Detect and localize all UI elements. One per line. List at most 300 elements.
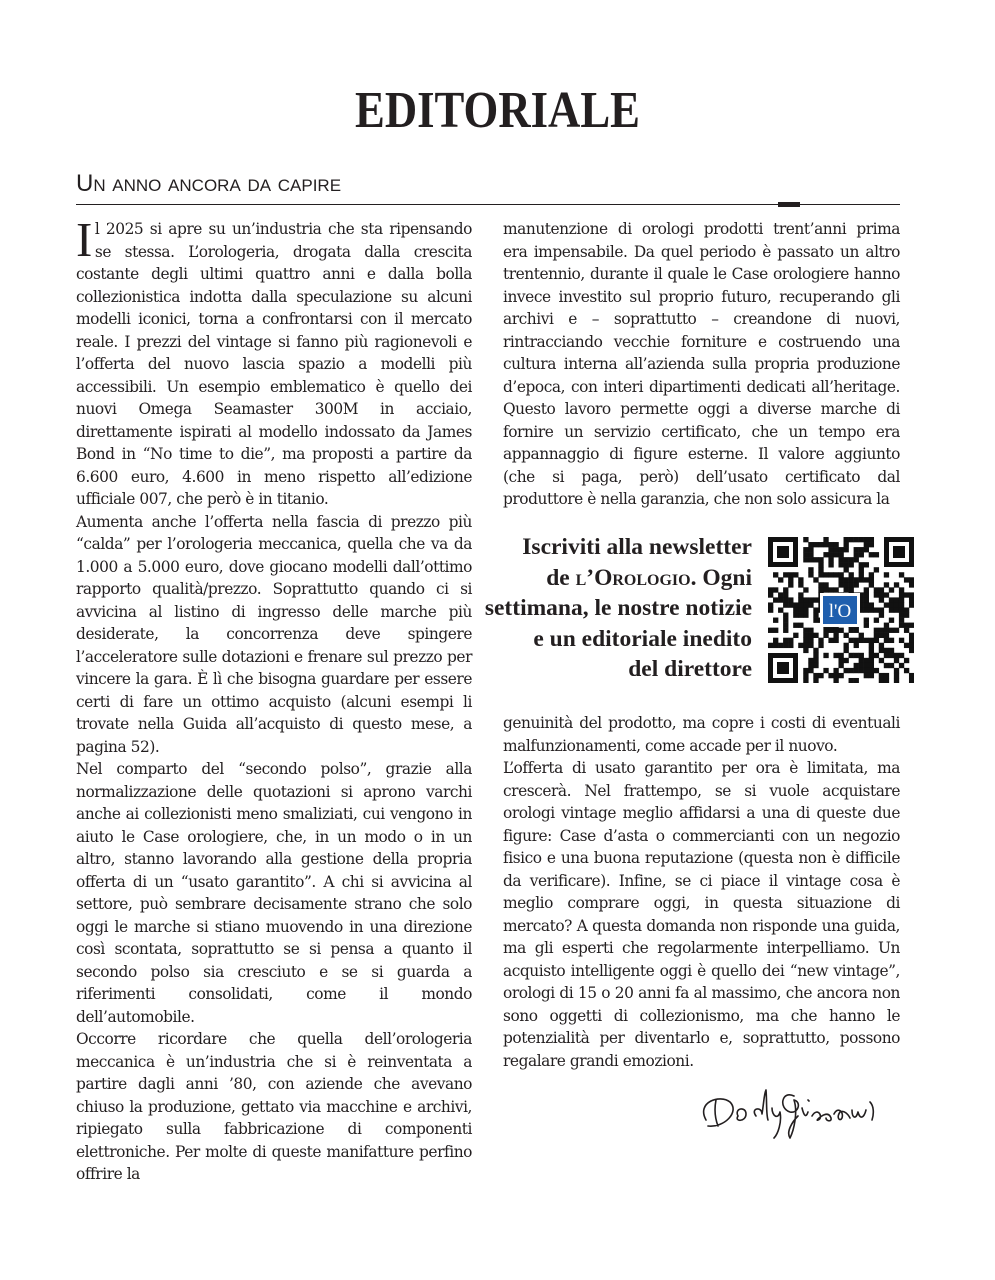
qr-module	[823, 542, 828, 547]
qr-module	[798, 597, 803, 602]
qr-module	[768, 643, 773, 648]
qr-module	[803, 607, 808, 612]
qr-module	[813, 678, 818, 683]
qr-module	[803, 673, 808, 678]
qr-module	[828, 542, 833, 547]
qr-module	[869, 607, 874, 612]
qr-module	[884, 678, 889, 683]
qr-module	[788, 582, 793, 587]
qr-module	[869, 668, 874, 673]
qr-module	[884, 638, 889, 643]
qr-module	[854, 653, 859, 658]
qr-module	[894, 597, 899, 602]
qr-module	[828, 572, 833, 577]
qr-module	[849, 557, 854, 562]
qr-module	[803, 643, 808, 648]
qr-module	[833, 542, 838, 547]
qr-module	[849, 562, 854, 567]
qr-module	[884, 592, 889, 597]
qr-module	[894, 658, 899, 663]
qr-module	[838, 552, 843, 557]
qr-module	[874, 668, 879, 673]
qr-module	[879, 673, 884, 678]
qr-module	[894, 602, 899, 607]
qr-module	[864, 537, 869, 542]
qr-module	[869, 552, 874, 557]
qr-module	[768, 607, 773, 612]
qr-module	[808, 557, 813, 562]
qr-module	[803, 547, 808, 552]
qr-module	[844, 537, 849, 542]
qr-module	[838, 653, 843, 658]
qr-module	[854, 678, 859, 683]
qr-module	[768, 628, 773, 633]
qr-module	[798, 623, 803, 628]
qr-module	[803, 678, 808, 683]
qr-module	[788, 572, 793, 577]
qr-module	[844, 668, 849, 673]
paragraph: Occorre ricordare che quella dell’orologeria meccanica è un’industria che si è reinventata a partire dagli anni ’80, con aziende che avevano chiuso la produzione, gettato via macchine e archivi, ripiegato sulla fabbricazione di componenti elettroniche. Per molte di queste manifatture perfino offrire la	[76, 1030, 472, 1183]
qr-module	[864, 668, 869, 673]
qr-module	[833, 653, 838, 658]
qr-module	[803, 628, 808, 633]
qr-module	[773, 628, 778, 633]
qr-module	[778, 592, 783, 597]
qr-module	[889, 607, 894, 612]
qr-module	[803, 552, 808, 557]
qr-module	[768, 602, 773, 607]
qr-module	[783, 602, 788, 607]
qr-module	[818, 673, 823, 678]
qr-module	[874, 592, 879, 597]
qr-module	[854, 537, 859, 542]
qr-module	[904, 577, 909, 582]
qr-module	[788, 638, 793, 643]
qr-module	[813, 673, 818, 678]
qr-logo-text: l'O	[828, 601, 852, 622]
brand-name: l’Orologio	[575, 564, 691, 591]
editor-signature	[694, 1082, 904, 1142]
qr-module	[859, 668, 864, 673]
qr-module	[869, 673, 874, 678]
qr-module	[874, 653, 879, 658]
qr-module	[859, 537, 864, 542]
qr-module	[899, 613, 904, 618]
rule-accent-mark	[778, 202, 800, 207]
qr-module	[808, 633, 813, 638]
qr-module	[879, 587, 884, 592]
qr-module	[813, 557, 818, 562]
qr-module	[854, 668, 859, 673]
paragraph: Aumenta anche l’offerta nella fascia di prezzo più “calda” per l’orologeria meccanica, quella che va da 1.000 a 5.000 euro, dove giocano modelli dall’ottimo rapporto qualità/prezzo. Soprattutto quando ci si avvicina al listino di ingresso delle marche più desiderate, la concorrenza deve spingere l’acceleratore sulle dotazioni e frenare sul prezzo per vincere la gara. È lì che bisogna guardare per essere certi di fare un ottimo acquisto (alcuni esempi li trovate nella Guida all’acquisto di questo mese, a pagina 52).	[76, 512, 472, 756]
qr-module	[859, 552, 864, 557]
qr-module	[854, 643, 859, 648]
qr-module	[823, 537, 828, 542]
newsletter-callout[interactable]: Iscriviti alla newsletter de l’Orologio. Ogni settimana, le nostre notizie e un editoriale inedito del direttore	[484, 534, 752, 683]
qr-module	[854, 638, 859, 643]
qr-module	[778, 643, 783, 648]
qr-module	[899, 592, 904, 597]
qr-module	[828, 562, 833, 567]
qr-module	[823, 653, 828, 658]
qr-module	[783, 587, 788, 592]
qr-module	[844, 542, 849, 547]
qr-module	[884, 572, 889, 577]
qr-module	[844, 643, 849, 648]
qr-module	[823, 587, 828, 592]
qr-module	[808, 638, 813, 643]
qr-module	[813, 577, 818, 582]
qr-module	[904, 628, 909, 633]
qr-module	[864, 547, 869, 552]
qr-module	[889, 648, 894, 653]
qr-module	[844, 587, 849, 592]
qr-module	[818, 587, 823, 592]
qr-module	[773, 638, 778, 643]
qr-module	[909, 623, 914, 628]
qr-module	[768, 587, 773, 592]
qr-module	[813, 607, 818, 612]
qr-module	[783, 572, 788, 577]
qr-module	[783, 618, 788, 623]
qr-module	[818, 567, 823, 572]
qr-module	[849, 678, 854, 683]
qr-module	[909, 648, 914, 653]
qr-module	[884, 633, 889, 638]
drop-cap: I	[76, 212, 92, 267]
qr-module	[909, 678, 914, 683]
paragraph: Il 2025 si apre su un’industria che sta ripensando se stessa. L’orologeria, drogata dalla crescita costante degli ultimi quattro anni e dalla bolla collezionistica indotta dalla speculazione su alcuni modelli iconici, torna a confrontarsi con il mercato reale. I prezzi del vintage si fanno più ragionevoli e l’offerta del nuovo lascia spazio a modelli più accessibili. Un esempio emblematico è quello dei nuovi Omega Seamaster 300M in acciaio, direttamente ispirati al modello indossato da James Bond in “No time to die”, ma proposti a partire da 6.600 euro, 4.600 in meno rispetto all’edizione ufficiale 007, che però è in titanio.	[76, 212, 472, 508]
qr-module	[838, 663, 843, 668]
qr-module	[864, 658, 869, 663]
qr-module	[859, 653, 864, 658]
qr-module	[899, 607, 904, 612]
qr-module	[833, 547, 838, 552]
qr-module	[833, 552, 838, 557]
qr-module	[849, 638, 854, 643]
qr-module	[844, 582, 849, 587]
qr-module	[879, 643, 884, 648]
qr-module	[854, 577, 859, 582]
qr-module	[884, 628, 889, 633]
qr-module	[874, 587, 879, 592]
qr-module	[879, 597, 884, 602]
qr-module	[889, 597, 894, 602]
qr-module	[894, 582, 899, 587]
qr-module	[909, 597, 914, 602]
qr-module	[838, 673, 843, 678]
page-title: EDITORIALE	[355, 82, 640, 139]
qr-module	[808, 567, 813, 572]
qr-module	[904, 623, 909, 628]
qr-module	[844, 577, 849, 582]
qr-module	[788, 597, 793, 602]
qr-module	[798, 582, 803, 587]
qr-module	[833, 572, 838, 577]
qr-module	[808, 668, 813, 673]
qr-module	[909, 633, 914, 638]
qr-module	[803, 597, 808, 602]
qr-module	[849, 582, 854, 587]
qr-module	[823, 572, 828, 577]
qr-module	[879, 628, 884, 633]
qr-module	[899, 597, 904, 602]
qr-module	[904, 613, 909, 618]
qr-module	[899, 653, 904, 658]
qr-module	[818, 562, 823, 567]
qr-module	[904, 658, 909, 663]
qr-module	[773, 597, 778, 602]
qr-module	[813, 648, 818, 653]
qr-module	[879, 678, 884, 683]
qr-module	[773, 587, 778, 592]
qr-module	[904, 607, 909, 612]
qr-module	[849, 587, 854, 592]
qr-module	[773, 618, 778, 623]
qr-module	[884, 653, 889, 658]
qr-module	[869, 542, 874, 547]
qr-module	[884, 623, 889, 628]
qr-module	[798, 607, 803, 612]
qr-module	[808, 597, 813, 602]
qr-module	[828, 547, 833, 552]
qr-module	[899, 663, 904, 668]
article-right-column-top	[503, 218, 900, 511]
qr-module	[874, 633, 879, 638]
qr-module	[904, 668, 909, 673]
qr-module	[838, 658, 843, 663]
qr-module	[859, 638, 864, 643]
article-right-column-bottom	[503, 712, 900, 1072]
qr-module	[869, 658, 874, 663]
qr-module	[793, 613, 798, 618]
qr-module	[864, 577, 869, 582]
article-subtitle: Un anno ancora da capire	[76, 170, 342, 197]
qr-module	[844, 648, 849, 653]
qr-module	[899, 602, 904, 607]
qr-module	[803, 587, 808, 592]
qr-module	[849, 537, 854, 542]
qr-module	[899, 618, 904, 623]
qr-module	[884, 582, 889, 587]
qr-module	[788, 643, 793, 648]
qr-module	[793, 602, 798, 607]
qr-module	[838, 582, 843, 587]
qr-module	[869, 537, 874, 542]
qr-module	[869, 643, 874, 648]
qr-module	[778, 607, 783, 612]
qr-module	[798, 602, 803, 607]
qr-module	[808, 628, 813, 633]
qr-module	[854, 557, 859, 562]
qr-module	[818, 643, 823, 648]
qr-module	[864, 602, 869, 607]
qr-module	[803, 633, 808, 638]
qr-module	[894, 673, 899, 678]
qr-module	[783, 628, 788, 633]
qr-module	[879, 607, 884, 612]
qr-module	[844, 557, 849, 562]
qr-module	[773, 572, 778, 577]
qr-module	[788, 602, 793, 607]
qr-module	[768, 592, 773, 597]
qr-module	[828, 673, 833, 678]
qr-module	[894, 628, 899, 633]
qr-module	[813, 663, 818, 668]
qr-module	[879, 633, 884, 638]
qr-module	[833, 678, 838, 683]
qr-module	[879, 658, 884, 663]
qr-module	[783, 623, 788, 628]
qr-module	[889, 653, 894, 658]
qr-module	[798, 643, 803, 648]
paragraph: Nel comparto del “secondo polso”, grazie alla normalizzazione delle quotazioni si aprono varchi anche ai collezionisti meno smaliziati, cui vengono in aiuto le Case orologiere, che, in un modo o in un altro, stanno lavorando alla gestione della propria offerta di un “usato garantito”. A chi si avvicina al settore, può sembrare decisamente strano che solo oggi le marche si stiano muovendo in una direzione così scontata, soprattutto se si pensa a quanto il secondo polso sia cresciuto e se si guarda a riferimenti consolidati, come il mondo dell’automobile.	[76, 760, 472, 1026]
qr-module	[828, 557, 833, 562]
qr-module	[859, 567, 864, 572]
qr-module	[838, 557, 843, 562]
qr-module	[823, 668, 828, 673]
subtitle-rule	[76, 204, 900, 205]
qr-module	[849, 577, 854, 582]
qr-module	[783, 638, 788, 643]
qr-module	[818, 638, 823, 643]
qr-module	[859, 547, 864, 552]
qr-module	[828, 552, 833, 557]
qr-module	[808, 572, 813, 577]
qr-module	[864, 663, 869, 668]
qr-module	[874, 567, 879, 572]
qr-module	[874, 607, 879, 612]
qr-module	[808, 658, 813, 663]
qr-module	[783, 643, 788, 648]
qr-module	[854, 663, 859, 668]
qr-module	[813, 597, 818, 602]
qr-module	[884, 673, 889, 678]
qr-module	[864, 673, 869, 678]
qr-module	[869, 663, 874, 668]
qr-module	[798, 592, 803, 597]
qr-module	[833, 628, 838, 633]
qr-module	[838, 572, 843, 577]
qr-module	[798, 577, 803, 582]
qr-module	[813, 658, 818, 663]
qr-module	[778, 597, 783, 602]
qr-module	[808, 542, 813, 547]
qr-module	[869, 653, 874, 658]
qr-module	[864, 592, 869, 597]
qr-module	[874, 618, 879, 623]
qr-module	[874, 628, 879, 633]
qr-module	[859, 562, 864, 567]
qr-module	[818, 542, 823, 547]
qr-module	[909, 577, 914, 582]
qr-module	[813, 618, 818, 623]
qr-module	[844, 562, 849, 567]
qr-module	[899, 572, 904, 577]
qr-module	[854, 552, 859, 557]
qr-module	[904, 643, 909, 648]
newsletter-qr-code[interactable]	[768, 537, 914, 683]
qr-module	[909, 602, 914, 607]
paragraph: L’offerta di usato garantito per ora è limitata, ma crescerà. Nel frattempo, se si vuole acquistare orologi vintage meglio affidarsi a una di queste due figure: Case d’asta o commercianti con un negozio fisico e una buona reputazione (questa non è difficile da verificare). Infine, se ci piace il vintage cosa è meglio comprare oggi, in questa situazione di mercato? A questa domanda non risponde una guida, ma gli esperti che regolarmente interpelliamo. Un acquisto intelligente oggi è quello dei “new vintage”, orologi di 15 o 20 anni fa al massimo, che ancora non sono oggetti di collezionismo, ma che hanno le potenzialità per diventarlo e, soprattutto, possono regalare grandi emozioni.	[503, 759, 900, 1070]
qr-module	[833, 587, 838, 592]
qr-module	[793, 572, 798, 577]
qr-module	[783, 597, 788, 602]
qr-module	[833, 638, 838, 643]
qr-module	[813, 633, 818, 638]
qr-module	[813, 542, 818, 547]
qr-module	[808, 547, 813, 552]
article-left-column	[76, 212, 472, 1186]
qr-module	[783, 592, 788, 597]
qr-module	[849, 668, 854, 673]
qr-module	[869, 572, 874, 577]
qr-module	[833, 673, 838, 678]
qr-module	[818, 557, 823, 562]
qr-module	[864, 542, 869, 547]
qr-module	[798, 613, 803, 618]
qr-module	[823, 552, 828, 557]
qr-module	[874, 638, 879, 643]
qr-module	[894, 668, 899, 673]
qr-module	[894, 607, 899, 612]
qr-module	[864, 562, 869, 567]
qr-module	[849, 628, 854, 633]
qr-module	[778, 577, 783, 582]
qr-module	[783, 613, 788, 618]
qr-module	[879, 648, 884, 653]
qr-module	[859, 663, 864, 668]
qr-module	[788, 577, 793, 582]
qr-module	[833, 668, 838, 673]
qr-module	[813, 653, 818, 658]
qr-module	[808, 663, 813, 668]
qr-module	[844, 547, 849, 552]
qr-module	[803, 668, 808, 673]
qr-module	[909, 592, 914, 597]
qr-module	[884, 648, 889, 653]
qr-module	[838, 577, 843, 582]
qr-module	[823, 633, 828, 638]
qr-module	[793, 607, 798, 612]
qr-module	[808, 602, 813, 607]
qr-module	[803, 602, 808, 607]
qr-module	[773, 643, 778, 648]
qr-module	[879, 592, 884, 597]
qr-module	[874, 552, 879, 557]
qr-module	[854, 582, 859, 587]
qr-module	[803, 638, 808, 643]
qr-module	[818, 572, 823, 577]
qr-module	[838, 628, 843, 633]
qr-module	[859, 658, 864, 663]
qr-module	[844, 658, 849, 663]
paragraph: genuinità del prodotto, ma copre i costi di eventuali malfunzionamenti, come accade per il nuovo.	[503, 714, 900, 755]
qr-module	[828, 638, 833, 643]
qr-module	[879, 613, 884, 618]
qr-module	[909, 638, 914, 643]
qr-module	[854, 628, 859, 633]
qr-module	[844, 633, 849, 638]
qr-module	[869, 638, 874, 643]
qr-module	[864, 597, 869, 602]
qr-module	[849, 653, 854, 658]
qr-module	[803, 648, 808, 653]
qr-module	[864, 587, 869, 592]
qr-module	[854, 547, 859, 552]
qr-module	[828, 587, 833, 592]
qr-module	[823, 628, 828, 633]
